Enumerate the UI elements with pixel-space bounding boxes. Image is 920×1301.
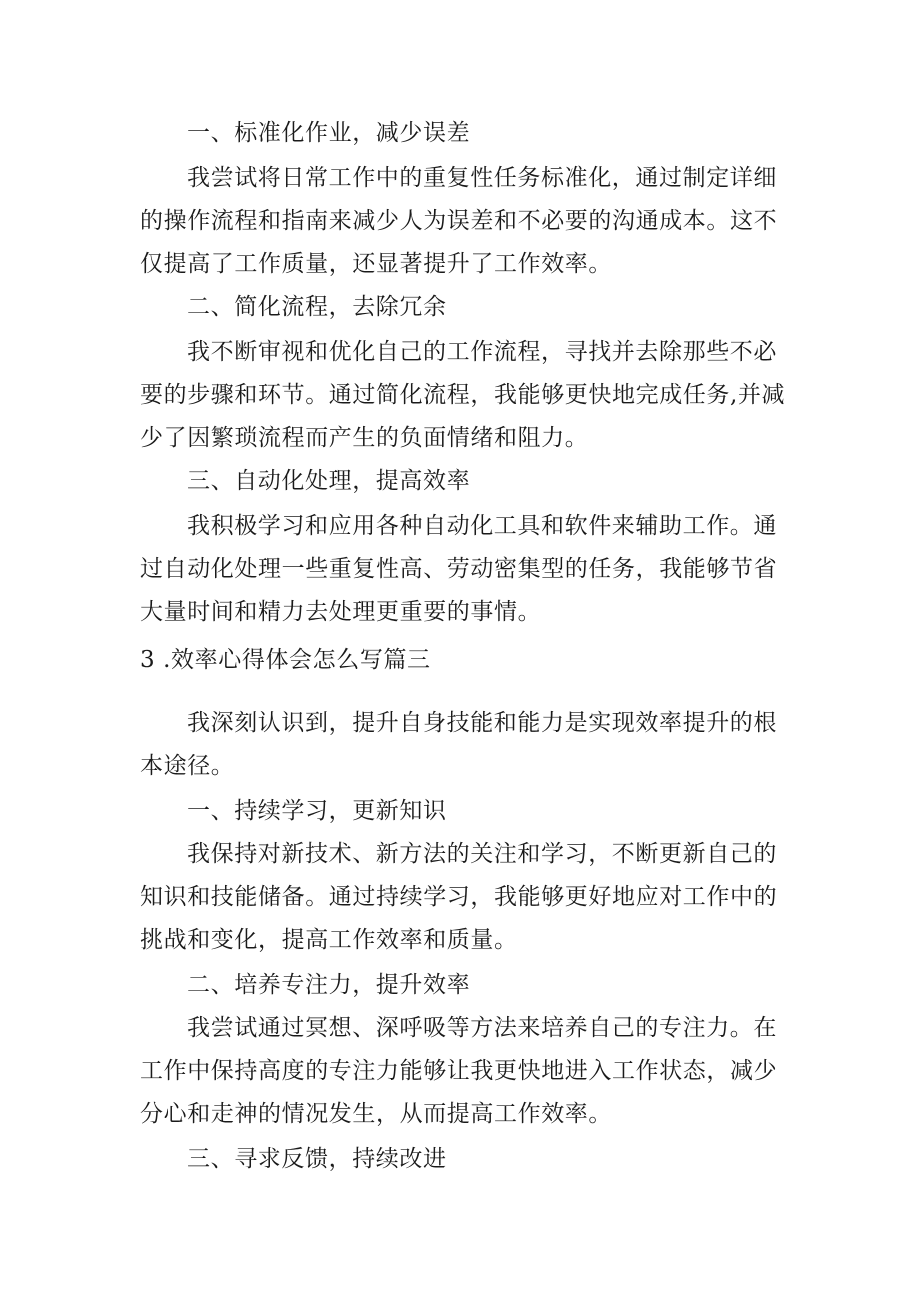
paragraph-line: 知识和技能储备。通过持续学习，我能够更好地应对工作中的 [140, 884, 778, 910]
paragraph-line: 我不断审视和优化自己的工作流程，寻找并去除那些不必 [187, 339, 777, 365]
paragraph-line: 我深刻认识到，提升自身技能和能力是实现效率提升的根 [187, 710, 777, 736]
section-heading: 一、标准化作业，减少误差 [187, 120, 471, 146]
paragraph-line: 本途径。 [140, 753, 235, 779]
paragraph-line: 我尝试通过冥想、深呼吸等方法来培养自己的专注力。在 [187, 1015, 777, 1041]
paragraph-line: 大量时间和精力去处理更重要的事情。 [140, 599, 542, 625]
section-heading: 二、培养专注力，提升效率 [187, 972, 471, 998]
paragraph-line: 挑战和变化，提高工作效率和质量。 [140, 927, 518, 953]
paragraph-line: 要的步骤和环节。通过简化流程，我能够更快地完成任务,并减 [140, 382, 786, 408]
section-heading: 二、简化流程，去除冗余 [187, 294, 447, 320]
paragraph-line: 我保持对新技术、新方法的关注和学习，不断更新自己的 [187, 841, 777, 867]
section-heading: 三、自动化处理，提高效率 [187, 468, 471, 494]
paragraph-line: 少了因繁琐流程而产生的负面情绪和阻力。 [140, 425, 589, 451]
section-heading: 三、寻求反馈，持续改进 [187, 1146, 447, 1172]
paragraph-line: 工作中保持高度的专注力能够让我更快地进入工作状态，减少 [140, 1058, 778, 1084]
paragraph-line: 分心和走神的情况发生，从而提高工作效率。 [140, 1101, 612, 1127]
paragraph-line: 我尝试将日常工作中的重复性任务标准化，通过制定详细 [187, 165, 777, 191]
paragraph-line: 我积极学习和应用各种自动化工具和软件来辅助工作。通 [187, 513, 777, 539]
section-heading: 一、持续学习，更新知识 [187, 798, 447, 824]
paragraph-line: 的操作流程和指南来减少人为误差和不必要的沟通成本。这不 [140, 208, 778, 234]
paragraph-line: 过自动化处理一些重复性高、劳动密集型的任务，我能够节省 [140, 556, 778, 582]
chapter-heading: 3 .效率心得体会怎么写篇三 [140, 647, 431, 673]
paragraph-line: 仅提高了工作质量，还显著提升了工作效率。 [140, 251, 612, 277]
